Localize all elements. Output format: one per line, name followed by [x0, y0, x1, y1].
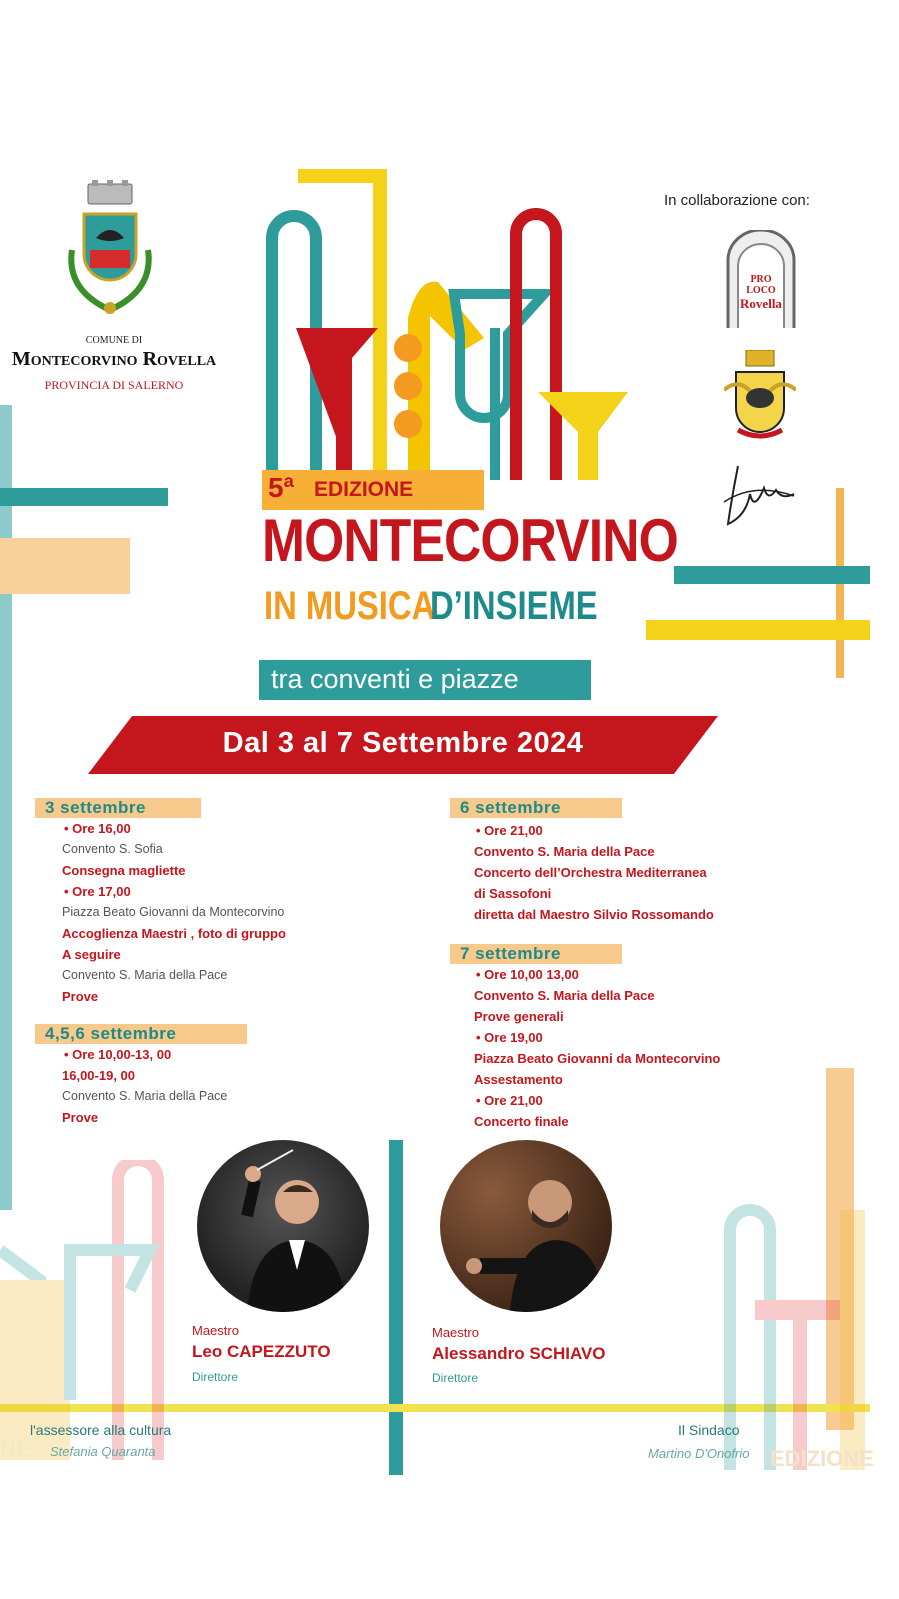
schedule-line: • Ore 21,00 — [476, 1093, 543, 1108]
edition-number: 5ª — [268, 472, 294, 503]
schedule-line: Assestamento — [474, 1072, 563, 1087]
subtitle: tra conventi e piazze — [271, 664, 519, 694]
maestro2-title: Direttore — [432, 1371, 479, 1385]
schedule-line: 16,00-19, 00 — [62, 1068, 136, 1083]
municipality-prefix: COMUNE DI — [85, 335, 143, 346]
schedule-line: • Ore 10,00-13, 00 — [64, 1047, 172, 1062]
schedule-line: Convento S. Maria della Pace — [474, 988, 655, 1003]
title-line2b: D’INSIEME — [430, 584, 598, 628]
sindaco-role: Il Sindaco — [678, 1422, 740, 1438]
maestro-capezzuto-photo — [197, 1140, 369, 1312]
municipality-province: PROVINCIA DI SALERNO — [44, 378, 184, 392]
day-header-456-settembre: 4,5,6 settembre — [35, 1024, 247, 1044]
conductor-figure-icon — [440, 1140, 612, 1312]
schedule-line: Convento S. Maria della Pace — [62, 1089, 228, 1103]
schedule-456-settembre — [62, 1044, 392, 1128]
schedule-line: A seguire — [62, 947, 121, 962]
schedule-3-settembre — [62, 818, 392, 1007]
faded-instruments-left — [0, 1160, 200, 1460]
teal-bar-left-horizontal — [0, 488, 168, 506]
maestro1-first: Leo — [192, 1342, 223, 1361]
municipality-name: Montecorvino Rovella — [11, 348, 217, 370]
proloco-line1: PRO — [750, 274, 772, 285]
schedule-line: Convento S. Sofia — [62, 842, 163, 856]
schedule-line: Accoglienza Maestri , foto di gruppo — [62, 926, 286, 941]
schedule-line: • Ore 19,00 — [476, 1030, 543, 1045]
edition-label: EDIZIONE — [314, 478, 414, 501]
schedule-line: Concerto dell’Orchestra Mediterranea — [474, 865, 707, 880]
edition-badge — [262, 470, 484, 510]
signature-logo-icon — [718, 462, 804, 532]
schedule-line: Convento S. Maria della Pace — [62, 968, 228, 982]
schedule-line: diretta dal Maestro Silvio Rossomando — [474, 907, 714, 922]
teal-bar-left-vertical — [0, 405, 12, 1210]
assessore-name: Stefania Quaranta — [50, 1444, 156, 1459]
maestro1-title: Direttore — [192, 1370, 239, 1384]
maestro2-first: Alessandro — [432, 1344, 525, 1363]
schedule-line: Concerto finale — [474, 1114, 569, 1129]
peach-block-left — [0, 538, 130, 594]
conductor-figure-icon — [197, 1140, 369, 1312]
sindaco-name: Martino D'Onofrio — [648, 1446, 750, 1461]
maestro-schiavo-photo — [440, 1140, 612, 1312]
schedule-line: di Sassofoni — [474, 886, 552, 901]
maestro1-role: Maestro — [192, 1323, 239, 1338]
maestro1-name — [192, 1342, 331, 1362]
subtitle-box — [259, 660, 591, 700]
assessore-role: l'assessore alla cultura — [30, 1422, 172, 1438]
title-line1: MONTECORVINO — [262, 507, 678, 574]
maestro2-name — [432, 1344, 606, 1364]
proloco-line3: Rovella — [740, 296, 782, 311]
title-line2a: IN MUSICA — [264, 584, 436, 628]
schedule-line: Prove — [62, 1110, 99, 1125]
teal-center-divider — [389, 1140, 403, 1475]
municipality-crest-icon — [62, 180, 158, 320]
proloco-logo — [724, 230, 798, 328]
dates-text: Dal 3 al 7 Settembre 2024 — [222, 727, 584, 759]
watermark-left: NE — [0, 1436, 31, 1461]
schedule-line: Prove — [62, 989, 99, 1004]
collab-label: In collaborazione con: — [664, 192, 810, 209]
instruments-graphic — [258, 168, 628, 480]
watermark-right: EDIZIONE — [770, 1446, 874, 1471]
schedule-line: • Ore 17,00 — [64, 884, 131, 899]
yellow-bar-right-horizontal — [646, 620, 870, 640]
schedule-line: Piazza Beato Giovanni da Montecorvino — [62, 905, 285, 919]
schedule-line: • Ore 10,00 13,00 — [476, 967, 579, 982]
schedule-7-settembre — [474, 964, 834, 1132]
schedule-line: Consegna magliette — [62, 863, 186, 878]
schedule-line: Prove generali — [474, 1009, 564, 1024]
schedule-line: Piazza Beato Giovanni da Montecorvino — [474, 1051, 721, 1066]
maestro2-last: SCHIAVO — [529, 1344, 606, 1363]
schedule-line: • Ore 16,00 — [64, 821, 131, 836]
schedule-line: • Ore 21,00 — [476, 823, 543, 838]
band-crest-icon — [724, 350, 796, 442]
proloco-line2: LOCO — [746, 285, 776, 296]
day-header-6-settembre: 6 settembre — [450, 798, 622, 818]
maestro1-last: CAPEZZUTO — [226, 1342, 331, 1361]
maestro2-role: Maestro — [432, 1325, 479, 1340]
day-header-3-settembre: 3 settembre — [35, 798, 201, 818]
day-header-7-settembre: 7 settembre — [450, 944, 622, 964]
teal-bar-right-horizontal — [674, 566, 870, 584]
schedule-6-settembre — [474, 820, 834, 925]
schedule-line: Convento S. Maria della Pace — [474, 844, 655, 859]
